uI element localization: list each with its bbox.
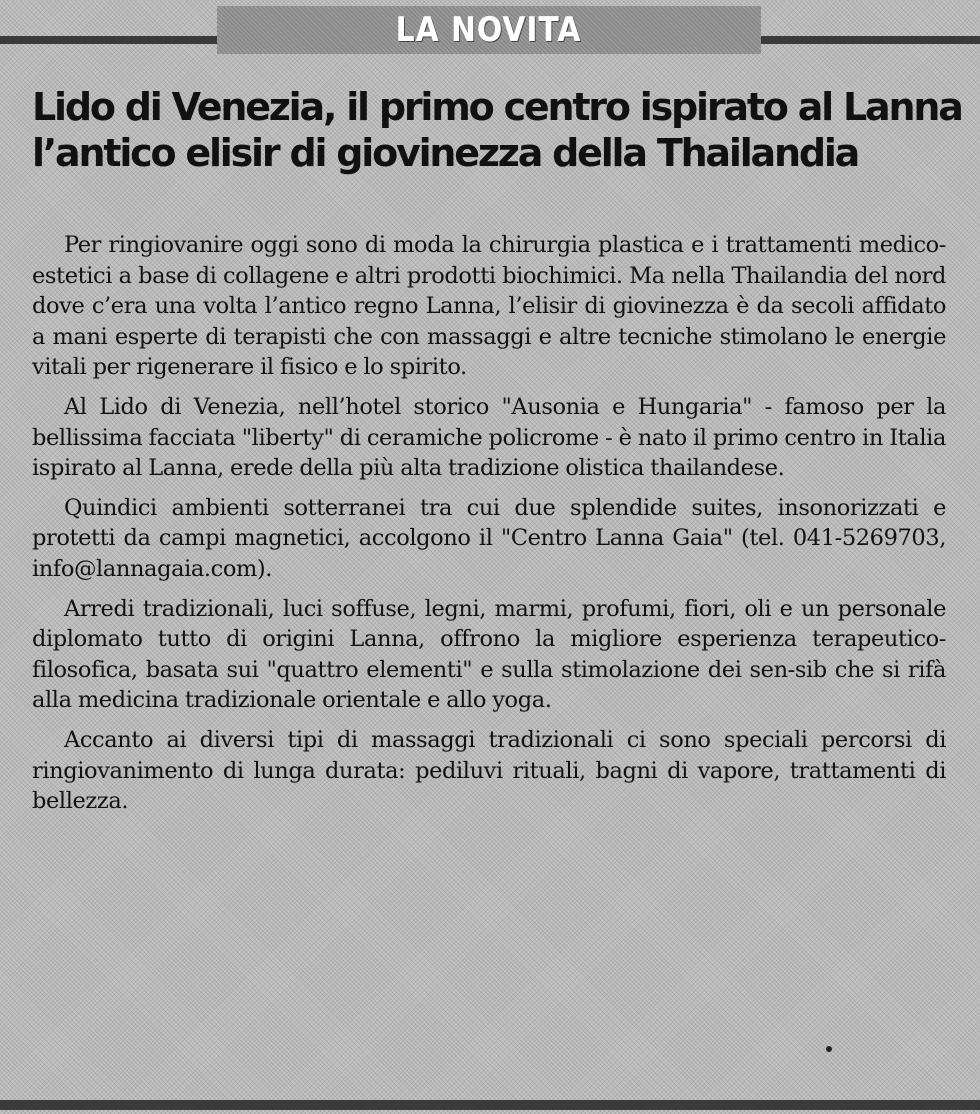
ink-speck <box>826 1046 832 1052</box>
paragraph-5: Accanto ai diversi tipi di massaggi tradizionali ci sono speciali percorsi di ringiovanimento di lunga durata: pediluvi rituali, bagni di vapore, trattamenti di bellezza. <box>32 726 946 815</box>
section-tag-label: LA NOVITA <box>396 10 582 50</box>
bottom-rule <box>0 1100 980 1110</box>
article-body <box>32 230 946 826</box>
headline <box>32 84 962 176</box>
paragraph-2: Al Lido di Venezia, nell’hotel storico "Ausonia e Hungaria" - famoso per la bellissima facciata "liberty" di ceramiche policrome - è nato il primo centro in Italia ispirato al Lanna, erede della più alta tradizione olistica thailandese. <box>32 393 946 482</box>
section-tag <box>217 6 761 54</box>
paragraph-4: Arredi tradizionali, luci soffuse, legni, marmi, profumi, fiori, oli e un personale diplomato tutto di origini Lanna, offrono la migliore esperienza terapeutico-filosofica, basata sui "quattro elementi" e sulla stimolazione dei sen-sib che si rifà alla medicina tradizionale orientale e allo yoga. <box>32 595 946 714</box>
paragraph-3: Quindici ambienti sotterranei tra cui due splendide suites, insonorizzati e protetti da campi magnetici, accolgono il "Centro Lanna Gaia" (tel. 041-5269703, info@lannagaia.com). <box>32 494 946 582</box>
headline-line-1: Lido di Venezia, il primo centro ispirato al Lanna <box>32 85 962 129</box>
paragraph-1: Per ringiovanire oggi sono di moda la chirurgia plastica e i trattamenti medico-estetici a base di collagene e altri prodotti biochimici. Ma nella Thailandia del nord dove c’era una volta l’antico regno Lanna, l’elisir di giovinezza è da secoli affidato a mani esperte di terapisti che con massaggi e altre tecniche stimolano le energie vitali per rigenerare il fisico e lo spirito. <box>32 232 946 381</box>
headline-line-2: l’antico elisir di giovinezza della Thailandia <box>32 131 859 175</box>
